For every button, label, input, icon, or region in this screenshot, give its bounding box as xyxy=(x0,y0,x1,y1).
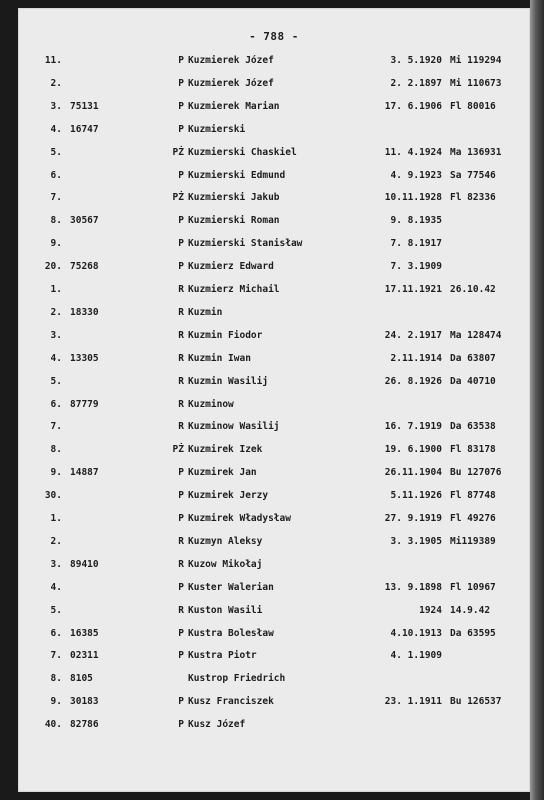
register-row xyxy=(18,559,530,579)
register-row xyxy=(18,650,530,670)
prisoner-number: 16385 xyxy=(70,627,99,639)
person-name: Kuzmierski Roman xyxy=(188,215,280,227)
birth-date: 26. 8.1926 xyxy=(384,375,442,387)
reference-code: 26.10.42 xyxy=(450,284,496,295)
person-name: Kuzmierski Chaskiel xyxy=(188,146,297,158)
register-row xyxy=(18,376,530,396)
prisoner-number: 30567 xyxy=(70,215,99,227)
row-index: 1. xyxy=(50,284,62,295)
category-code: P xyxy=(178,238,184,250)
birth-date: 4.10.1913 xyxy=(390,627,442,639)
birth-date: 1924 xyxy=(419,604,442,616)
category-code: PŻ xyxy=(172,146,184,158)
row-index: 5. xyxy=(50,146,62,158)
register-row xyxy=(18,605,530,625)
register-row xyxy=(18,261,530,281)
row-index: 7. xyxy=(50,650,62,662)
category-code: R xyxy=(178,284,184,295)
birth-date: 17. 6.1906 xyxy=(384,100,442,112)
row-index: 3. xyxy=(50,100,62,112)
row-index: 40. xyxy=(44,719,62,731)
prisoner-number: 02311 xyxy=(70,650,99,662)
prisoner-number: 75268 xyxy=(70,261,99,273)
category-code: P xyxy=(178,627,184,639)
row-index: 5. xyxy=(50,375,62,387)
person-name: Kuzmin Fiodor xyxy=(188,329,263,341)
person-name: Kusz Józef xyxy=(188,719,246,731)
register-row xyxy=(18,536,530,556)
category-code: R xyxy=(178,329,184,341)
category-code: R xyxy=(178,375,184,387)
person-name: Kuzmierski Jakub xyxy=(188,192,280,204)
register-row xyxy=(18,330,530,350)
category-code: P xyxy=(178,490,184,502)
prisoner-number: 16747 xyxy=(70,123,99,135)
category-code: P xyxy=(178,77,184,89)
category-code: P xyxy=(178,650,184,662)
register-row xyxy=(18,444,530,464)
birth-date: 3. 5.1920 xyxy=(390,55,442,66)
reference-code: Fl 49276 xyxy=(450,513,496,524)
category-code: P xyxy=(178,100,184,112)
person-name: Kuzmirek Władysław xyxy=(188,513,291,524)
reference-code: Ma 136931 xyxy=(450,146,502,158)
birth-date: 26.11.1904 xyxy=(384,467,442,479)
row-index: 4. xyxy=(50,581,62,593)
category-code: R xyxy=(178,398,184,410)
person-name: Kuzmierz Michail xyxy=(188,284,280,295)
category-code: P xyxy=(178,215,184,227)
category-code: P xyxy=(178,467,184,479)
person-name: Kuzmierz Edward xyxy=(188,261,274,273)
row-index: 9. xyxy=(50,467,62,479)
category-code: R xyxy=(178,535,184,547)
row-index: 3. xyxy=(50,558,62,570)
reference-code: Bu 127076 xyxy=(450,467,502,479)
person-name: Kuster Walerian xyxy=(188,581,274,593)
category-code: P xyxy=(178,696,184,708)
reference-code: Da 63595 xyxy=(450,627,496,639)
birth-date: 2. 2.1897 xyxy=(390,77,442,89)
register-row xyxy=(18,353,530,373)
reference-code: Fl 87748 xyxy=(450,490,496,502)
category-code: R xyxy=(178,352,184,364)
register-row xyxy=(18,421,530,441)
prisoner-number: 75131 xyxy=(70,100,99,112)
register-row xyxy=(18,513,530,533)
person-name: Kuzmirek Jan xyxy=(188,467,257,479)
reference-code: 14.9.42 xyxy=(450,604,491,616)
document-page xyxy=(18,8,530,792)
category-code: R xyxy=(178,604,184,616)
register-row xyxy=(18,78,530,98)
reference-code: Da 63538 xyxy=(450,421,496,433)
birth-date: 3. 3.1905 xyxy=(390,535,442,547)
birth-date: 11. 4.1924 xyxy=(384,146,442,158)
person-name: Kustra Piotr xyxy=(188,650,257,662)
row-index: 6. xyxy=(50,627,62,639)
reference-code: Fl 10967 xyxy=(450,581,496,593)
prisoner-number: 18330 xyxy=(70,306,99,318)
row-index: 3. xyxy=(50,329,62,341)
reference-code: Mi 119294 xyxy=(450,55,502,66)
person-name: Kuzmirek Jerzy xyxy=(188,490,269,502)
birth-date: 17.11.1921 xyxy=(384,284,442,295)
register-row xyxy=(18,628,530,648)
reference-code: Mi 110673 xyxy=(450,77,502,89)
prisoner-number: 8105 xyxy=(70,673,93,685)
reference-code: Fl 80016 xyxy=(450,100,496,112)
category-code: P xyxy=(178,123,184,135)
register-row xyxy=(18,399,530,419)
category-code: PŻ xyxy=(172,192,184,204)
row-index: 2. xyxy=(50,306,62,318)
register-row xyxy=(18,490,530,510)
person-name: Kuzminow xyxy=(188,398,234,410)
category-code: P xyxy=(178,55,184,66)
person-name: Kuzmin Wasilij xyxy=(188,375,269,387)
category-code: R xyxy=(178,421,184,433)
reference-code: Da 63807 xyxy=(450,352,496,364)
person-name: Kuzminow Wasilij xyxy=(188,421,280,433)
reference-code: Bu 126537 xyxy=(450,696,502,708)
birth-date: 9. 8.1935 xyxy=(390,215,442,227)
person-name: Kuzmin Iwan xyxy=(188,352,251,364)
reference-code: Ma 128474 xyxy=(450,329,502,341)
row-index: 9. xyxy=(50,696,62,708)
birth-date: 10.11.1928 xyxy=(384,192,442,204)
category-code: P xyxy=(178,719,184,731)
reference-code: Sa 77546 xyxy=(450,169,496,181)
reference-code: Mi119389 xyxy=(450,535,496,547)
category-code: R xyxy=(178,306,184,318)
person-name: Kuzmin xyxy=(188,306,223,318)
row-index: 7. xyxy=(50,192,62,204)
register-row xyxy=(18,696,530,716)
reference-code: Fl 82336 xyxy=(450,192,496,204)
register-row xyxy=(18,673,530,693)
register-row xyxy=(18,238,530,258)
row-index: 1. xyxy=(50,513,62,524)
birth-date: 16. 7.1919 xyxy=(384,421,442,433)
person-name: Kuzmierski Stanisław xyxy=(188,238,303,250)
row-index: 4. xyxy=(50,352,62,364)
row-index: 4. xyxy=(50,123,62,135)
row-index: 7. xyxy=(50,421,62,433)
register-row xyxy=(18,55,530,75)
row-index: 2. xyxy=(50,77,62,89)
birth-date: 24. 2.1917 xyxy=(384,329,442,341)
category-code: P xyxy=(178,169,184,181)
page-edge-shadow xyxy=(530,0,544,800)
person-name: Kuzmierski xyxy=(188,123,246,135)
birth-date: 13. 9.1898 xyxy=(384,581,442,593)
person-name: Kustra Bolesław xyxy=(188,627,274,639)
row-index: 8. xyxy=(50,444,62,456)
register-row xyxy=(18,101,530,121)
person-name: Kuzmierek Józef xyxy=(188,77,274,89)
register-row xyxy=(18,192,530,212)
birth-date: 19. 6.1900 xyxy=(384,444,442,456)
register-row xyxy=(18,170,530,190)
person-name: Kuston Wasili xyxy=(188,604,263,616)
register-row xyxy=(18,719,530,739)
row-index: 20. xyxy=(44,261,62,273)
birth-date: 5.11.1926 xyxy=(390,490,442,502)
person-name: Kuzmierek Marian xyxy=(188,100,280,112)
person-name: Kuzmyn Aleksy xyxy=(188,535,263,547)
category-code: PŻ xyxy=(172,444,184,456)
person-name: Kusz Franciszek xyxy=(188,696,274,708)
prisoner-number: 87779 xyxy=(70,398,99,410)
row-index: 11. xyxy=(44,55,62,66)
birth-date: 7. 8.1917 xyxy=(390,238,442,250)
register-row xyxy=(18,147,530,167)
row-index: 5. xyxy=(50,604,62,616)
birth-date: 4. 9.1923 xyxy=(390,169,442,181)
register-row xyxy=(18,582,530,602)
person-name: Kustrop Friedrich xyxy=(188,673,286,685)
row-index: 6. xyxy=(50,169,62,181)
birth-date: 2.11.1914 xyxy=(390,352,442,364)
prisoner-number: 89410 xyxy=(70,558,99,570)
reference-code: Da 40710 xyxy=(450,375,496,387)
register-row xyxy=(18,307,530,327)
row-index: 8. xyxy=(50,673,62,685)
category-code: P xyxy=(178,261,184,273)
prisoner-number: 14887 xyxy=(70,467,99,479)
register-row xyxy=(18,284,530,304)
birth-date: 27. 9.1919 xyxy=(384,513,442,524)
person-name: Kuzmierek Józef xyxy=(188,55,274,66)
row-index: 30. xyxy=(44,490,62,502)
row-index: 2. xyxy=(50,535,62,547)
row-index: 6. xyxy=(50,398,62,410)
prisoner-number: 13305 xyxy=(70,352,99,364)
register-row xyxy=(18,467,530,487)
category-code: P xyxy=(178,513,184,524)
person-name: Kuzmierski Edmund xyxy=(188,169,286,181)
row-index: 9. xyxy=(50,238,62,250)
prisoner-number: 30183 xyxy=(70,696,99,708)
birth-date: 7. 3.1909 xyxy=(390,261,442,273)
register-row xyxy=(18,124,530,144)
page-number: - 788 - xyxy=(249,30,299,43)
person-name: Kuzmirek Izek xyxy=(188,444,263,456)
category-code: P xyxy=(178,581,184,593)
category-code: R xyxy=(178,558,184,570)
person-name: Kuzow Mikołaj xyxy=(188,558,263,570)
birth-date: 23. 1.1911 xyxy=(384,696,442,708)
register-row xyxy=(18,215,530,235)
reference-code: Fl 83178 xyxy=(450,444,496,456)
row-index: 8. xyxy=(50,215,62,227)
birth-date: 4. 1.1909 xyxy=(390,650,442,662)
prisoner-number: 82786 xyxy=(70,719,99,731)
